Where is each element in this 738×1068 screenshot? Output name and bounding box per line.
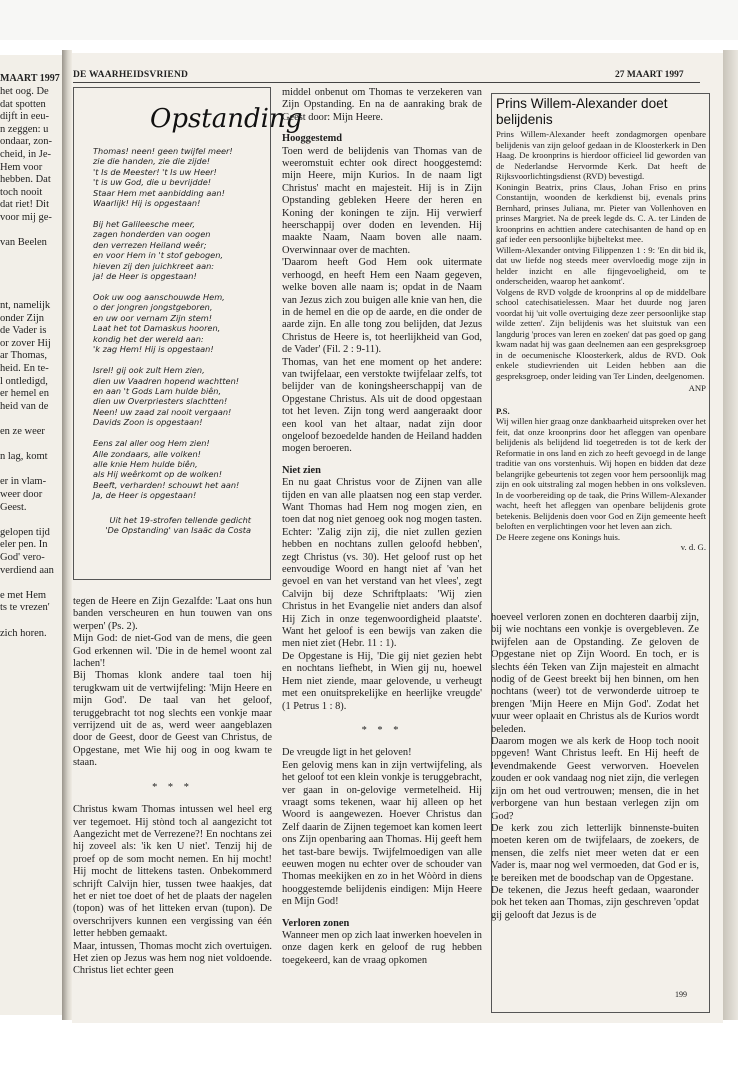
poem-line: Alle zondaars, alle volken!	[93, 448, 201, 459]
previous-page-line: het oog. De	[0, 86, 49, 97]
previous-page-line	[0, 615, 62, 628]
previous-page-line: gelopen tijd	[0, 526, 50, 538]
paragraph: Toen werd de belijdenis van Thomas van de weeromstuit echter ook direct hooggestemd: mijn Heere, mijn Kurios. In de naam ligt Christus' macht en majesteit. Hij is in Zijn Opstanding gebleken Heere der heren en Koning der koningen te zijn. Hij verwierf heerschappij over doden en levenden. Hij maakte Naam, Naam boven alle naam. Overwinnaar over de machten.	[282, 145, 482, 256]
poem-line: en voor Hem in 't stof gebogen,	[93, 250, 224, 261]
sidebar-paragraph: Prins Willem-Alexander heeft zondagmorgen openbare belijdenis van zijn geloof gedaan in de Kloosterkerk in Den Haag. De kroonprins is hierdoor officieel lid geworden van de Nederlandse Hervormde Kerk. Dat heeft de Rijksvoorlichtingsdienst (RVD) bevestigd.	[496, 129, 706, 181]
sidebar-paragraph: Willem-Alexander ontving Filippenzen 1 : 9: 'En dit bid ik, dat uw liefde nog steeds meer overvloedig moge zijn in helder inzicht en alle fijngevoeligheid, om te onderscheiden, waarop het aankomt'.	[496, 244, 706, 286]
previous-page-line: l ontledigd,	[0, 375, 48, 387]
page-edge	[723, 50, 738, 1020]
previous-page-text	[0, 86, 62, 640]
paragraph: Daarom mogen we als kerk de Hoop toch nooit opgeven! Want Christus leeft. En Hij heeft de levendmakende Geest verworven. Hoevelen zouden er ook vandaag nog niet zijn, die verlegen zijn om het oud vertrouwen; mensen, die in het verborgene van hun bestaan verlegen zijn om God?	[491, 736, 699, 822]
poem-line: Isrel! gij ook zult Hem zien,	[93, 365, 205, 376]
previous-page-line	[0, 288, 62, 301]
previous-page-line: Hem voor	[0, 161, 43, 173]
poem-line: Waarlijk! Hij is opgestaan!	[93, 198, 201, 209]
previous-page-line: dijft in eeu-	[0, 111, 49, 123]
section-divider: * * *	[361, 724, 403, 736]
previous-page-line: zich horen.	[0, 627, 47, 639]
postscript-label: P.S.	[496, 405, 510, 416]
paragraph: 'Daarom heeft God Hem ook uitermate verhoogd, en heeft Hem een Naam gegeven, welke boven alle naam is; opdat in de Naam van Jezus zich zou buigen alle knie van hen, die in de hemel en die op de aarde, en die onder de aarde zijn. En alle tong zou belijden, dat Jezus Christus de Heere is, tot heerlijkheid van God, de Vader' (Fil. 2 : 9-11).	[282, 257, 482, 356]
poem-line: den verrezen Heiland weêr;	[93, 239, 207, 250]
poem-line: Eens zal aller oog Hem zien!	[93, 438, 210, 449]
previous-page-line	[0, 275, 62, 288]
poem-line: Ja, de Heer is opgestaan!	[93, 490, 197, 501]
previous-page-line: n lag, komt	[0, 451, 48, 463]
previous-page-line: Geest.	[0, 501, 27, 513]
previous-page-line: verdiend aan	[0, 564, 54, 576]
previous-page-line	[0, 464, 62, 477]
paragraph: De tekenen, die Jezus heeft gedaan, waaronder ook het teken aan Thomas, zijn geschreven 'opdat gij gelooft dat Jezus is de	[491, 884, 699, 921]
paragraph: Christus kwam Thomas intussen wel heel erg ver tegemoet. Hij stònd toch al aangezicht tot Aangezicht met de Verrezene?! En nochtans zei hij zoveel als: 'ik ken U niet'. Tenzij hij de proef op de som mocht nemen. En hij mocht! Hij mocht de littekens tasten. Onbekommerd schrijft Calvijn hier, tussen twee haakjes, dat het er niet toe doet of het de plaats der nagelen (topon) was of het litteken ervan (tupon). De overschrijvers kunnen een vergissing van één letter hebben gemaakt.	[73, 804, 272, 940]
page-gutter	[62, 50, 72, 1020]
paragraph: middel onbenut om Thomas te verzekeren van Zijn Opstanding. En na de aanraking brak de Geest door: Mijn Heere.	[282, 87, 482, 123]
paragraph: De Opgestane is Hij, 'Die gij niet gezien hebt en nochtans liefhebt, in Wien gij nu, hoewel Hem niet ziende, maar gelovende, u verheugt met een onuitsprekelijke en heerlijke vreugde' (1 Petrus 1 : 8).	[282, 650, 482, 712]
previous-page-line	[0, 413, 62, 426]
previous-page-line: eler pen. In	[0, 539, 48, 551]
poem-line: Ook uw oog aanschouwde Hem,	[93, 292, 225, 303]
previous-page-line: heid van de	[0, 400, 49, 412]
paragraph: tegen de Heere en Zijn Gezalfde: 'Laat ons hun banden verscheuren en hun touwen van ons werpen' (Ps. 2).	[73, 596, 272, 632]
paragraph: Wanneer men op zich laat inwerken hoevelen in onze dagen kerk en geloof de rug hebben toegekeerd, kan de vraag opkomen	[282, 930, 482, 966]
previous-page-line: hebben. Dat	[0, 174, 51, 186]
poem-line: 'k zag Hem! Hij is opgestaan!	[93, 344, 214, 355]
previous-page-line: heid. En te-	[0, 363, 49, 375]
poem-line: zie die handen, zie die zijde!	[93, 156, 211, 167]
header-rule	[73, 82, 700, 83]
previous-page-line: ts te vrezen'	[0, 602, 50, 614]
previous-page-line: voor mij ge-	[0, 211, 52, 223]
subheading-hooggestemd: Hooggestemd	[282, 133, 343, 145]
sidebar-paragraph: Volgens de RVD volgde de kroonprins al op de middelbare school catechisatielessen. Maar het duurde nog jaren voordat hij 'uit volle overtuiging deze zeer persoonlijke stap wilde zetten'. Zijn belijdenis was het sluitstuk van een langdurig 'proces van leren en zoeken' dat pas goed op gang kwam nadat hij was gaan deelnemen aan een gespreksgroep in de oecumenische Kloosterkerk, aldus de RVD. Ook enkele studievrienden uit Leiden hebben aan die gespreksgroep, onder leiding van Ter Linden, deelgenomen.	[496, 286, 706, 381]
previous-page-line	[0, 225, 62, 238]
previous-page-line	[0, 250, 62, 263]
previous-page-line	[0, 577, 62, 590]
signature: v. d. G.	[680, 542, 706, 552]
previous-page-fragment	[0, 55, 62, 1015]
poem-line: ja! de Heer is opgestaan!	[93, 271, 197, 282]
previous-page-line	[0, 439, 62, 452]
previous-page-line: er hemel en	[0, 388, 49, 400]
poem-line: alle knie Hem hulde biên,	[93, 458, 198, 469]
previous-page-line: cheid, in Je-	[0, 148, 52, 160]
previous-page-line: nt, namelijk	[0, 300, 51, 312]
poem-line: als Hij weêrkomt op de wolken!	[93, 469, 223, 480]
poem-title: Opstanding	[150, 104, 303, 134]
poem-line: kondig het der wereld aan:	[93, 333, 204, 344]
poem-line: dien uw Overpriesters slachtten!	[93, 396, 228, 407]
subheading-niet-zien: Niet zien	[282, 464, 321, 476]
page-number: 199	[675, 990, 687, 999]
previous-page-line: toch nooit	[0, 186, 43, 198]
paragraph: De vreugde ligt in het geloven!	[282, 747, 412, 759]
paragraph: Een gelovig mens kan in zijn vertwijfeling, als het geloof tot een klein vonkje is teruggebracht, ver gaan in on-gelovige vermetelheid. Hij vraagt soms tekenen, waar hij alleen op het Woord is aangewezen. Hoever Christus dan Zelf daarin de Zijnen tegemoet kan komen leert ons Zijn openbaring aan Thomas. Hij geeft hem het tast-bare bewijs. Twijfelmoedigen van alle eeuwen mogen nu echter over de schouder van Thomas meekijken en zo in het Wòòrd in diens hooggestemde belijdenis eindigen: Mijn Heere en Mijn God!	[282, 759, 482, 908]
paragraph: Mijn God: de niet-God van de mens, die geen God erkennen wil. 'Die in de hemel woont zal lachen'!	[73, 633, 272, 670]
news-sidebar-title: Prins Willem-Alexander doet belijdenis	[496, 96, 668, 127]
article-column-2	[282, 87, 482, 967]
previous-page-line: en ze weer	[0, 426, 45, 438]
poem-line: dien uw Vaadren hopend wachtten!	[93, 375, 240, 386]
poem-line: 't Is de Meester! 't Is uw Heer!	[93, 166, 217, 177]
previous-page-line: God' vero-	[0, 551, 45, 563]
previous-page-line: ar Thomas,	[0, 350, 48, 362]
previous-page-line: or zover Hij	[0, 337, 51, 349]
poem-stanza	[93, 219, 265, 281]
poem-line: Davids Zoon is opgestaan!	[93, 417, 203, 428]
poem-line: en aan 't Gods Lam hulde biên,	[93, 385, 222, 396]
poem-line: Laat het tot Damaskus hooren,	[93, 323, 221, 334]
poem-line: hieven zij den juichkreet aan:	[93, 260, 215, 271]
previous-page-line: van Beelen	[0, 237, 47, 249]
poem-line: en uw oor vernam Zijn stem!	[93, 312, 213, 323]
running-header-date: 27 MAART 1997	[615, 70, 684, 80]
previous-page-line: er in vlam-	[0, 476, 47, 488]
poem-line: Bij het Galileesche meer,	[93, 219, 195, 230]
poem-credit-line: 'De Opstanding' van Isaäc da Costa	[105, 524, 251, 535]
poem-line: Neen! uw zaad zal nooit vergaan!	[93, 406, 232, 417]
poem-line: 't is uw God, die u bevrijdde!	[93, 177, 212, 188]
poem-stanza	[93, 292, 265, 354]
previous-page-line: onder Zijn	[0, 312, 45, 324]
sidebar-paragraph: Koningin Beatrix, prins Claus, Johan Friso en prins Constantijn, woonden de kerkdienst bij, evenals prins Bernhard, prinses Juliana, mr. Pieter van Vollenhoven en prinses Margriet. Na de preek legde ds. C. A. ter Linden de kroonprins en achttien andere catechisanten de hand op en gaf ieder een persoonlijke bijbeltekst mee.	[496, 181, 706, 244]
poem-stanza	[93, 438, 265, 500]
postscript-paragraph: Wij willen hier graag onze dankbaarheid uitspreken over het feit, dat onze kroonprins door het afleggen van openbare belijdenis als belijdend lid toegetreden is tot de kerk der Reformatie in ons land en zich zo heeft gevoegd in de lange traditie van ons vorstenhuis. Wij hopen en bidden dat deze belangrijke gebeurtenis tot zegen voor hem persoonlijk mag zijn en ook uitstraling zal mogen hebben in ons volksleven. In de voorbereiding op de taak, die Prins Willem-Alexander wacht, heeft het afleggen van openbare belijdenis grote betekenis. Belijdenis doen voor God en Zijn gemeente heeft beloften en verplichtingen voor het leven aan zich.	[496, 416, 706, 531]
poem-line: zagen honderden van oogen	[93, 229, 211, 240]
poem-line: Beeft, verharden! schouwt het aan!	[93, 479, 240, 490]
paragraph: Thomas, van het ene moment op het andere: van twijfelaar, een verstokte twijfelaar zelfs, tot belijder van de koningsheerschappij van de Opgestane Christus. Als uit de dood opgestaan tot het leven. Zijn tong werd aangeraakt door een kool van het altaar, nadat zijn door ongeloof bezoedelde handen de Heiland hadden mogen beroeren.	[282, 356, 482, 455]
news-sidebar-text	[496, 129, 706, 553]
previous-page-line: dat spotten	[0, 98, 46, 110]
poem-stanza	[93, 146, 265, 208]
news-source: ANP	[688, 383, 706, 393]
paragraph: Maar, intussen, Thomas mocht zich overtuigen. Het zien op Jezus was hem nog niet voldoende. Christus liet echter geen	[73, 940, 272, 977]
paragraph: Bij Thomas klonk andere taal toen hij terugkwam uit de vertwijfeling: 'Mijn Heere en mijn God'. De taal van het geloof, teruggebracht tot nog slechts een vonkje maar verrijzend uit de as, werd weer aangeblazen door de Geest, door de Geest van Christus, de Opgestane, met Wie hij oog in oog kwam te staan.	[73, 670, 272, 769]
paragraph: De kerk zou zich letterlijk binnenste-buiten moeten keren om de twijfelaars, de zoekers, de mensen, die zelfs niet meer weten dat er een Vader is, maar nog wel vermoeden, dat God er is, te bereiken met de boodschap van de Opgestane.	[491, 822, 699, 884]
paragraph: En nu gaat Christus voor de Zijnen van alle tijden en van alle plaatsen nog een stap verder. Want Thomas had Hem nog mogen zien, en toen dat nog niet genoeg ook nog mogen tasten. Echter: 'Zalig zijn zij, die niet zullen gezien hebben en nochtans zullen geloofd hebben', zegt Christus (vs. 30). Het geloof rust op het eenvoudige Woord en hangt niet af 'van het gevoel en van het verstand van het vlees', zegt Calvijn bij deze Schriftplaats: 'Wij zien Christus in het Evangelie niet anders dan alsof Hij Zich in onze tegenwoordigheid plaatste'. Want het geloof is een bewijs van zaken die men niet ziet (Hebr. 11 : 1).	[282, 477, 482, 650]
poem-line: o der jongren jongstgeboren,	[93, 302, 213, 313]
previous-page-line: ondaar, zon-	[0, 136, 53, 148]
poem-credit-line: Uit het 19-strofen tellende gedicht	[109, 514, 251, 525]
previous-page-line: de Vader is	[0, 325, 47, 337]
previous-page-line	[0, 262, 62, 275]
article-column-1	[73, 596, 272, 978]
paragraph: hoeveel verloren zonen en dochteren daarbij zijn, bij wie nochtans een vonkje is overgebleven. Ze twijfelen aan de Opstanding. Ze geloven de Opgestane niet op Zijn Woord. En toch, er is slechts één Teken van Zijn majesteit en almacht nodig of de Geest breekt bij hen binnen, om hen nochtans (weer) tot de verwonderde uitroep te brengen 'Mijn Heere en Mijn God'. Zodat het vuur weer oplaait en Christus als de Kurios wordt beleden.	[491, 612, 699, 735]
previous-page-line: weer door	[0, 489, 43, 500]
poem-line: Staar Hem met aanbidding aan!	[93, 187, 225, 198]
poem-stanza	[93, 365, 265, 427]
previous-page-header: MAART 1997	[0, 73, 60, 84]
postscript-paragraph: De Heere zegene ons Konings huis.	[496, 531, 621, 542]
previous-page-line: e met Hem	[0, 589, 47, 601]
poem-text	[93, 146, 265, 535]
subheading-verloren-zonen: Verloren zonen	[282, 917, 350, 929]
section-divider: * * *	[152, 781, 193, 793]
scan-top-margin	[0, 0, 738, 40]
running-header-title: DE WAARHEIDSVRIEND	[73, 70, 189, 80]
poem-credit	[93, 515, 251, 536]
previous-page-line: n zeggen: u	[0, 123, 49, 135]
previous-page-line: dat riet! Dit	[0, 199, 49, 211]
previous-page-line	[0, 514, 62, 527]
poem-line: Thomas! neen! geen twijfel meer!	[93, 146, 233, 156]
